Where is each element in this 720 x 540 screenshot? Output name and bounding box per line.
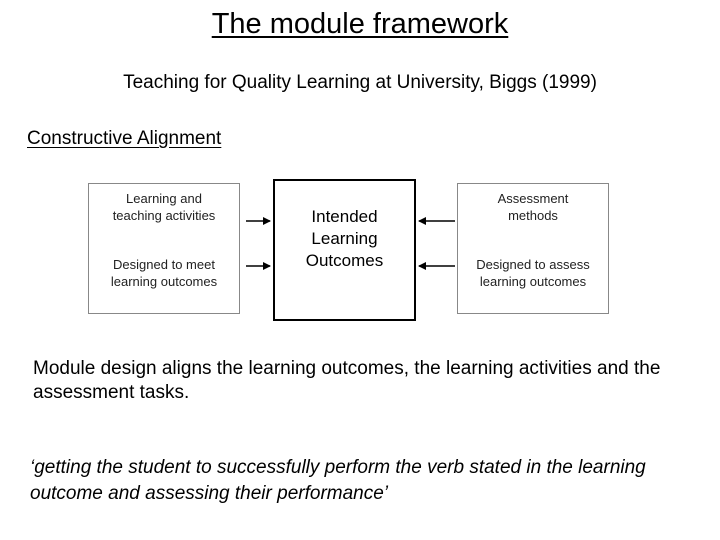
section-heading: Constructive Alignment [27,128,222,149]
center-box-line-3: Outcomes [305,251,384,270]
assessment-box-top-text: Assessment methods [497,191,569,223]
activities-box-bottom-text: Designed to meet learning outcomes [110,257,218,289]
center-box-line-1: Intended [311,207,378,226]
center-box-line-2: Learning [311,229,378,248]
quote-text: ‘getting the student to successfully perform the verb stated in the learning outcome and assessing their performance’ [30,457,646,504]
body-text: Module design aligns the learning outcomes, the learning activities and the assessment tasks. [33,358,661,403]
activities-box-top-text: Learning and teaching activities [112,191,216,223]
slide-title: The module framework [211,8,509,40]
assessment-box-bottom-text: Designed to assess learning outcomes [476,257,590,289]
slide-subtitle: Teaching for Quality Learning at University, Biggs (1999) [123,72,597,93]
